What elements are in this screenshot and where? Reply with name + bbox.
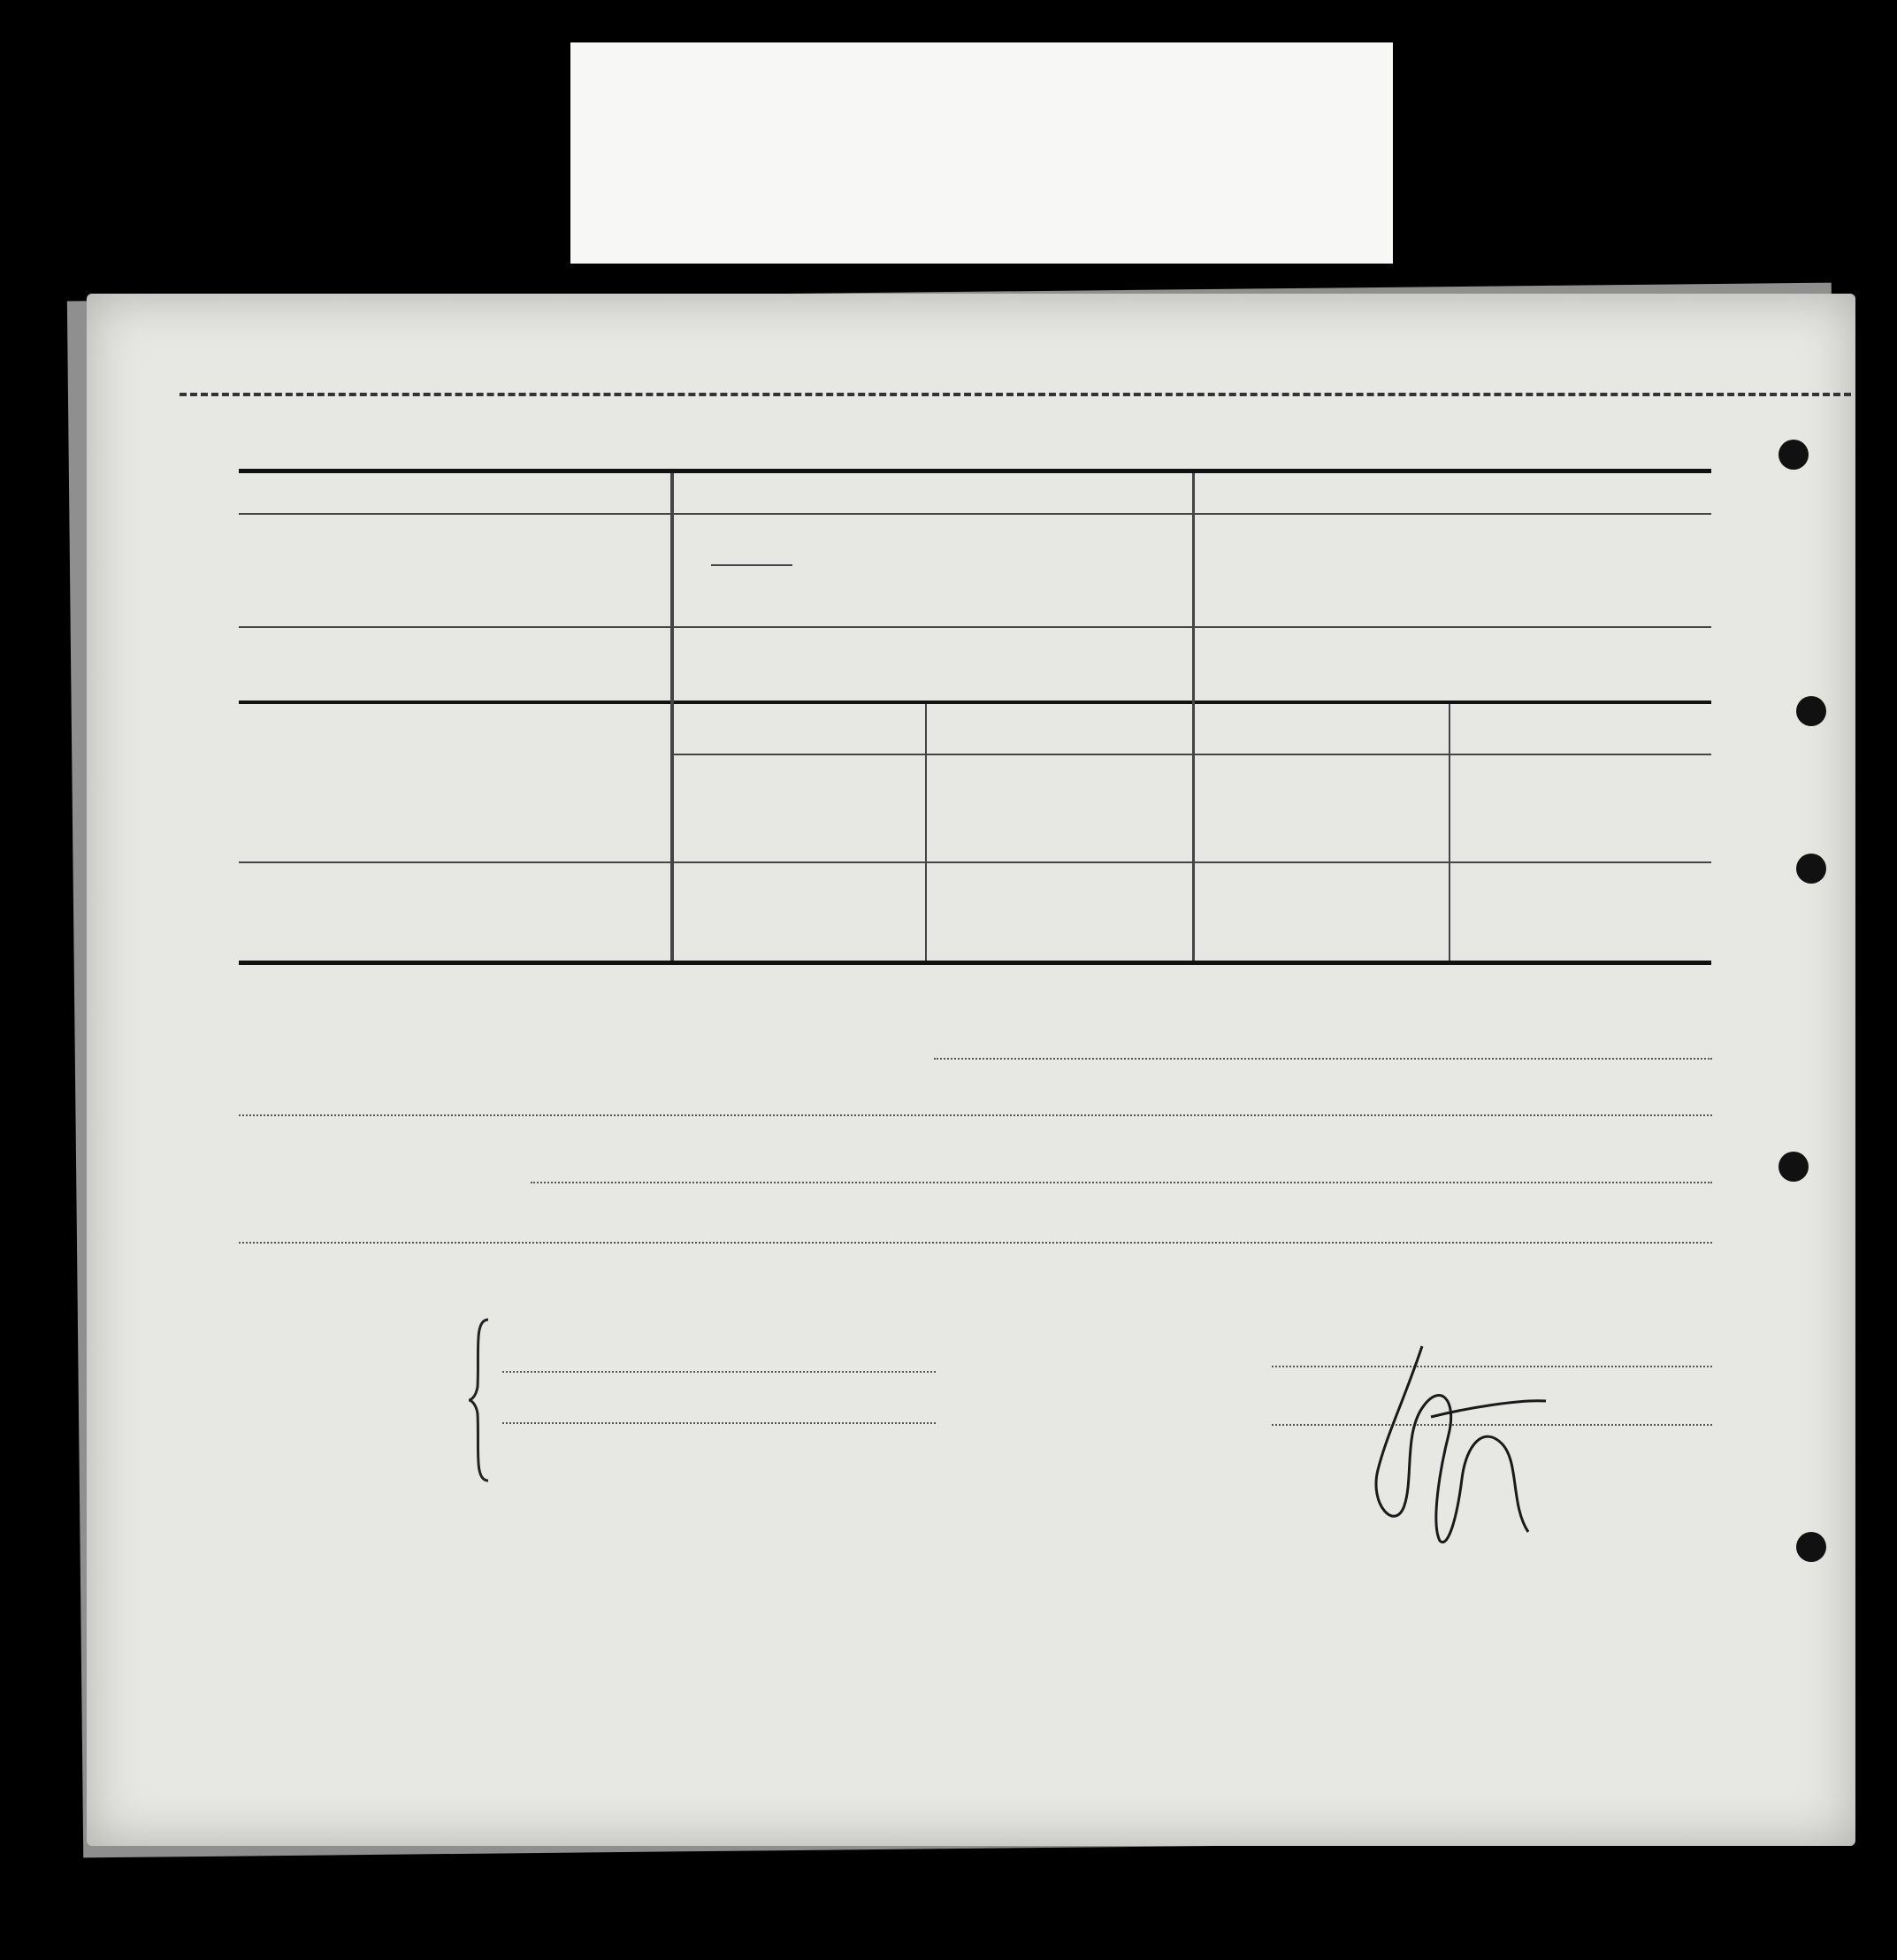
table-bottom-rule — [239, 961, 1711, 965]
binder-hole-5 — [1796, 1532, 1826, 1562]
col-divider-mother — [1449, 704, 1450, 961]
documents-fill-line — [934, 1058, 1712, 1060]
col-divider-1 — [670, 473, 674, 961]
applicant-sign-line-1 — [502, 1371, 936, 1373]
binder-hole-1 — [1778, 440, 1809, 470]
binder-hole-3 — [1796, 854, 1826, 884]
col-divider-father — [925, 704, 927, 961]
underline-mark — [711, 564, 792, 566]
special-notes-fill-line-2 — [239, 1242, 1712, 1244]
applicants-brace — [467, 1316, 493, 1484]
row15-bottom-rule — [239, 701, 1711, 704]
row14-bottom-rule — [239, 626, 1711, 628]
binder-hole-2 — [1796, 696, 1826, 726]
documents-fill-line-2 — [239, 1114, 1712, 1116]
registrar-signature — [1351, 1328, 1564, 1550]
row16-bottom-rule — [239, 861, 1711, 863]
table-top-rule — [239, 469, 1711, 473]
applicant-sign-line-2 — [502, 1422, 936, 1424]
binder-hole-4 — [1778, 1152, 1809, 1182]
faded-document-stamp — [570, 42, 1393, 264]
document-sheet — [87, 294, 1855, 1846]
perforation-line — [180, 393, 1851, 396]
special-notes-fill-line — [531, 1182, 1712, 1183]
table-header-rule — [239, 513, 1711, 515]
col-divider-2 — [1192, 473, 1195, 961]
